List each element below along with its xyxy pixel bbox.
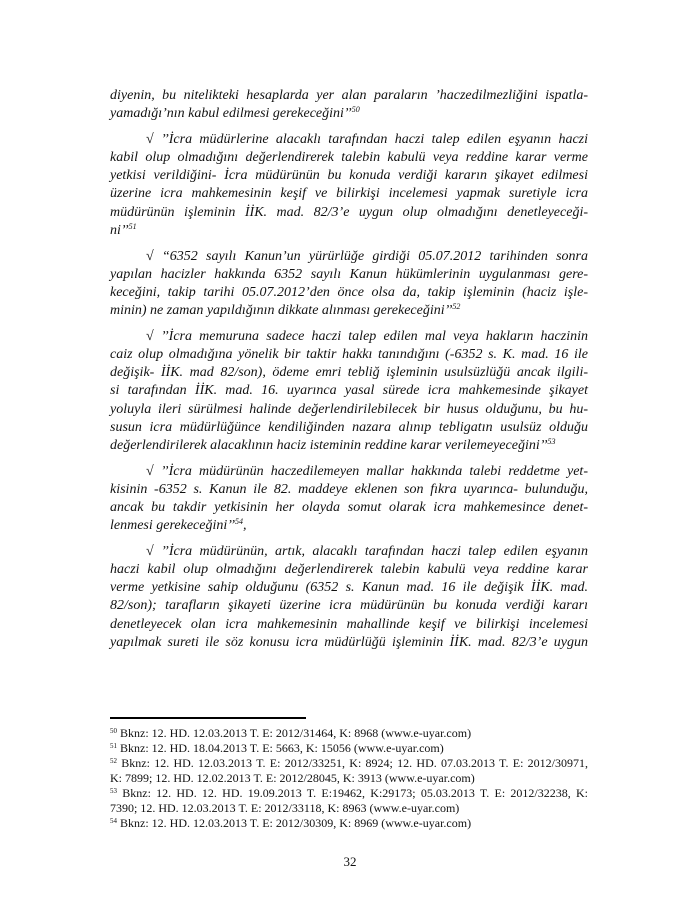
text-line [110, 302, 588, 320]
footnote-text: K: 7899; 12. HD. 12.02.2013 T. E: 2012/28045, K: 3913 (www.e-uyar.com) [110, 771, 475, 785]
text-line [110, 481, 588, 499]
text-line [110, 597, 588, 615]
text-line [110, 204, 588, 222]
text-line [110, 364, 588, 382]
paragraph [110, 248, 588, 321]
line-text: ni’’ [110, 222, 129, 238]
footnote-number: 52 [110, 757, 117, 765]
line-text: √ ’’İcra müdürünün haczedilemeyen mallar hakkında talebi reddetme yet- [146, 463, 588, 479]
text-line [110, 499, 588, 517]
footnote-text: Bknz: 12. HD. 18.04.2013 T. E: 5663, K: 15056 (www.e-uyar.com) [120, 741, 444, 755]
text-line [110, 266, 588, 284]
line-text: susun icra müdürlüğünce kendiliğinden nazara alınıp tebligatın usulsüz olduğu [110, 419, 588, 435]
footnote-reference[interactable]: 52 [452, 302, 461, 312]
paragraph [110, 463, 588, 536]
text-line [110, 328, 588, 346]
text-line [110, 167, 588, 185]
text-line [110, 382, 588, 400]
line-text: verme yetkisine sahip olduğunu (6352 s. Kanun mad. 16 ile değişik İİK. mad. [110, 580, 588, 596]
footnote-line [110, 756, 588, 771]
line-text: kisinin -6352 s. Kanun ile 82. maddeye eklenen son fıkra uyarınca- bulunduğu, [110, 481, 588, 497]
line-text: müdürünün işleminin İİK. mad. 82/3’e uygun olup olmadığını denetleyeceği- [110, 204, 588, 220]
line-text: caiz olup olmadığına yönelik bir taktir hakkı tanındığını (-6352 s. K. mad. 16 ile [110, 346, 588, 362]
footnote-text: Bknz: 12. HD. 12.03.2013 T. E: 2012/30309, K: 8969 (www.e-uyar.com) [120, 816, 472, 830]
text-line [110, 149, 588, 167]
footnote-line [110, 816, 588, 831]
line-text: yoluyla ileri sürülmesi halinde değerlendirilebilecek bir husus olduğunu, bu hu- [110, 401, 588, 417]
line-text: değerlendirilerek alacaklının haciz isteminin reddine karar verilemeyeceğini’’ [110, 437, 548, 453]
footnote-line [110, 786, 588, 801]
line-text: değişik- İİK. mad 82/son), ödeme emri tebliğ işleminin usulsüzlüğü ancak ilgili- [110, 365, 588, 381]
paragraph [110, 543, 588, 652]
line-text: √ “6352 sayılı Kanun’un yürürlüğe girdiği 05.07.2012 tarihinden sonra [146, 248, 588, 264]
line-text: √ ’’İcra müdürünün, artık, alacaklı tarafından haczi talep edilen eşyanın [146, 543, 588, 559]
line-text: diyenin, bu nitelikteki hesaplarda yer alan paraların ’haczedilmezliğini ispatla- [110, 88, 588, 103]
text-line [110, 419, 588, 437]
footnote-line [110, 801, 588, 816]
line-text: kabil olup olmadığını değerlendirerek talebin kabulü veya reddine karar verme [110, 150, 588, 166]
body-text [110, 87, 588, 652]
text-line [110, 131, 588, 149]
line-text: minin) ne zaman yapıldığının dikkate alınması gerekeceğini’’ [110, 303, 453, 319]
text-line [110, 401, 588, 419]
page-number: 32 [343, 854, 357, 869]
text-line [110, 87, 588, 105]
line-text: yetkisi verildiğini- İcra müdürünün bu konuda verdiği kararın şikayet edilmesi [110, 168, 588, 184]
line-text: ancak bu takdir yetkisinin her olayda somut olarak icra mahkemesince denet- [110, 499, 588, 515]
text-line [110, 579, 588, 597]
text-line [110, 284, 588, 302]
line-text: yamadığı’nın kabul edilmesi gerekeceğini’’ [110, 106, 352, 122]
text-line [110, 222, 588, 240]
footnote-number: 53 [110, 787, 117, 795]
text-line [110, 517, 588, 535]
footnote-reference[interactable]: 53 [547, 436, 556, 446]
text-line [110, 346, 588, 364]
line-text: yapılmak sureti ile söz konusu icra müdürlüğü işleminin İİK. mad. 82/3’e uygun [110, 634, 588, 650]
footnote-text: 7390; 12. HD. 12.03.2013 T. E: 2012/33118, K: 8963 (www.e-uyar.com) [110, 801, 460, 815]
text-line [110, 616, 588, 634]
footnote-text: Bknz: 12. HD. 12.03.2013 T. E: 2012/33251, K: 8924; 12. HD. 07.03.2013 T. E: 2012/30971, [121, 756, 589, 770]
footnote-line [110, 771, 588, 786]
line-text: 82/son); tarafların şikayeti üzerine icra müdürünün bu konuda verdiği kararı [110, 598, 588, 614]
line-text: haczi kabil olup olmadığını değerlendirerek talebin kabulü veya reddine karar [110, 562, 588, 577]
line-text: keceğini, takip tarihi 05.07.2012’den önce olsa da, takip işleminin (haciz işle- [110, 284, 588, 300]
footnote-number: 50 [110, 727, 117, 735]
line-text: denetleyecek olan icra mahkemesinin mahallinde keşif ve bilirkişi incelemesi [110, 616, 588, 632]
line-text: üzerine icra mahkemesinin keşif ve bilirkişi incelemesi yapmak suretiyle icra [110, 186, 588, 202]
footnote-number: 51 [110, 742, 117, 750]
footnote-line [110, 726, 588, 741]
text-line [110, 463, 588, 481]
text-line [110, 543, 588, 561]
paragraph [110, 328, 588, 455]
footnote-reference[interactable]: 54 [235, 517, 244, 527]
text-line [110, 185, 588, 203]
footnote-line [110, 741, 588, 756]
text-line [110, 437, 588, 455]
footnote-text: Bknz: 12. HD. 12.03.2013 T. E: 2012/31464, K: 8968 (www.e-uyar.com) [120, 726, 472, 740]
text-line [110, 248, 588, 266]
text-line [110, 105, 588, 123]
footnote-reference[interactable]: 50 [351, 105, 360, 115]
line-text: yapılan hacizler hakkında 6352 sayılı Kanun hükümlerinin uygulanması gere- [110, 266, 588, 282]
punctuation: , [243, 518, 247, 534]
text-line [110, 634, 588, 652]
footnote-reference[interactable]: 51 [128, 221, 137, 231]
line-text: si tarafından İİK. mad. 16. uyarınca yasal sürede icra mahkemesinde şikayet [110, 383, 588, 399]
footnotes [110, 726, 588, 831]
paragraph [110, 131, 588, 240]
footnote-text: Bknz: 12. HD. 12. HD. 19.09.2013 T. E:19462, K:29173; 05.03.2013 T. E: 2012/32238, K: [122, 786, 588, 800]
footnote-separator [110, 717, 306, 719]
line-text: √ ’’İcra memuruna sadece haczi talep edilen mal veya hakların haczinin [146, 328, 588, 344]
paragraph [110, 87, 588, 123]
line-text: lenmesi gerekeceğini’’ [110, 518, 236, 534]
text-line [110, 561, 588, 579]
footnote-number: 54 [110, 817, 117, 825]
line-text: √ ’’İcra müdürlerine alacaklı tarafından haczi talep edilen eşyanın haczi [146, 131, 588, 147]
